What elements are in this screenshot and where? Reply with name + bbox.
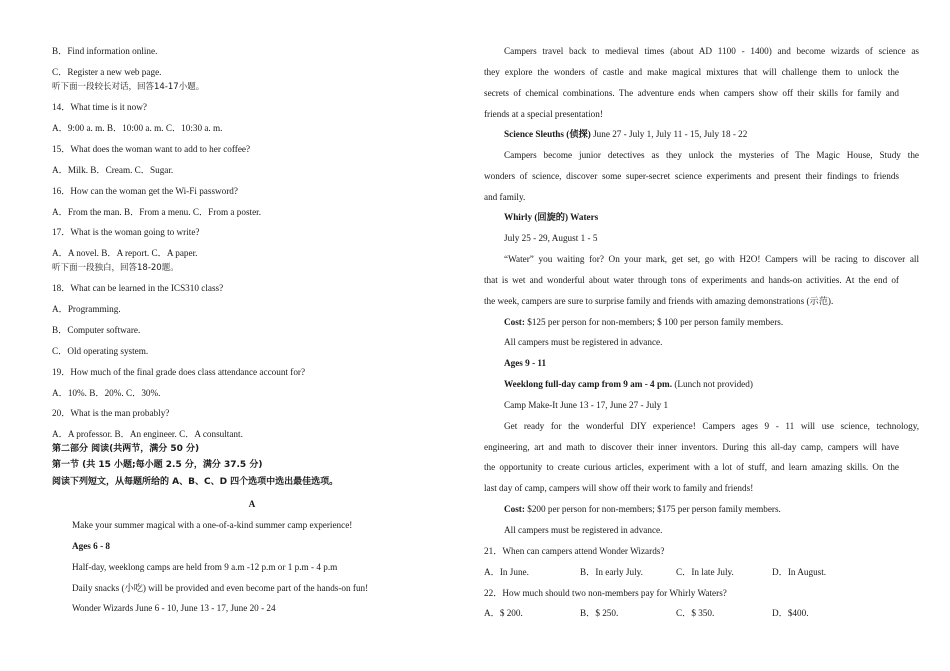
left-text-line [72, 602, 276, 614]
left-text-line [52, 428, 243, 440]
left-line-text: 听下面一段独白，回答18-20题。 [52, 263, 179, 273]
left-line-text: C．Old operating system. [52, 346, 149, 356]
left-line-text: 17．What is the woman going to write? [52, 227, 200, 237]
right-text-line [484, 274, 899, 286]
left-line-text: A．9:00 a. m. B．10:00 a. m. C．10:30 a. m. [52, 123, 223, 133]
q21-option-b: B．In early July. [580, 567, 643, 577]
left-text-line [52, 459, 262, 471]
right-text-line [504, 524, 662, 536]
left-line-text: A．A professor. B．An engineer. C．A consultant. [52, 429, 243, 439]
right-line-text: Campers become junior detectives as they unlock the mysteries of The Magic House, Study the [504, 150, 919, 160]
left-text-line [52, 366, 305, 378]
right-line-text: Campers travel back to medieval times (about AD 1100 - 1400) and become wizards of science as [504, 46, 919, 56]
left-text-line [52, 81, 204, 93]
left-text-line [52, 303, 121, 315]
right-line-text: All campers must be registered in advance. [504, 337, 663, 347]
left-line-text: A．A novel. B．A report. C．A paper. [52, 248, 198, 258]
left-line-text: B．Computer software. [52, 325, 141, 335]
left-line-text: 14．What time is it now? [52, 102, 147, 112]
right-line-suffix: (Lunch not provided) [672, 379, 753, 389]
left-line-text: Half-day, weeklong camps are held from 9 a.m -12 p.m or 1 p.m - 4 p.m [72, 562, 338, 572]
right-line-suffix: $125 per person for non-members; $ 100 per person family members. [524, 317, 784, 327]
left-line-text: B．Find information online. [52, 46, 158, 56]
left-line-text: 16．How can the woman get the Wi-Fi password? [52, 186, 238, 196]
q22-option-d: D．$400. [772, 608, 809, 618]
right-line-text: Cost: [504, 504, 525, 514]
right-line-text: July 25 - 29, August 1 - 5 [504, 233, 598, 243]
right-line-text: secrets of chemical combinations. The adventure ends when campers show off their skills for family and [484, 88, 899, 98]
right-line-suffix: $200 per person for non-members; $175 per person family members. [524, 504, 781, 514]
right-line-text: 21．When can campers attend Wonder Wizards? [484, 546, 665, 556]
left-text-line [52, 476, 338, 488]
left-text-line [72, 561, 337, 573]
right-line-text: and family. [484, 192, 526, 202]
right-text-line [504, 253, 919, 265]
left-line-text: 15．What does the woman want to add to her coffee? [52, 144, 251, 154]
left-line-text: 19．How much of the final grade does class attendance account for? [52, 367, 306, 377]
left-line-text: 阅读下列短文，从每题所给的 A、B、C、D 四个选项中选出最佳选项。 [52, 477, 339, 487]
right-line-text: the opportunity to create curious articles, experiment with a lot of stuff, and learn amazing skills. On the [484, 462, 899, 472]
left-text-line [72, 519, 352, 531]
left-line-text: A [248, 499, 256, 509]
right-text-line [504, 128, 747, 140]
left-text-line [52, 226, 199, 238]
left-line-text: A．10%. B．20%. C．30%. [52, 388, 161, 398]
right-text-line [504, 211, 598, 223]
right-text-line [484, 441, 899, 453]
right-text-line [504, 336, 662, 348]
left-text-line [52, 345, 148, 357]
right-text-line [504, 378, 753, 390]
left-line-text: 20．What is the man probably? [52, 408, 170, 418]
left-text-line [52, 206, 261, 218]
left-text-line [52, 387, 160, 399]
q22-options [484, 607, 809, 619]
left-text-line [52, 101, 147, 113]
q22-option-b: B．$ 250. [580, 608, 619, 618]
left-line-text: Make your summer magical with a one-of-a-kind summer camp experience! [72, 520, 353, 530]
left-text-line [52, 247, 197, 259]
right-line-text: engineering, art and math to discover their inner inventors. During this all-day camp, campers will have [484, 442, 899, 452]
left-text-line [52, 443, 199, 455]
right-text-line [484, 461, 899, 473]
right-line-text: “Water” you waiting for? On your mark, get set, go with H2O! Campers will be racing to discover all [504, 254, 919, 264]
left-text-line [52, 122, 222, 134]
q22-option-a: A．$ 200. [484, 608, 523, 618]
left-text-line [52, 66, 161, 78]
right-line-text: last day of camp, campers will show off their work to family and friends! [484, 483, 754, 493]
left-text-line [72, 582, 368, 594]
right-text-line [484, 66, 899, 78]
right-text-line [484, 108, 603, 120]
left-text-line [52, 282, 223, 294]
right-text-line [504, 399, 668, 411]
right-text-line [504, 316, 783, 328]
right-text-line [484, 191, 525, 203]
right-line-text: Science Sleuths (侦探) [504, 129, 591, 139]
left-text-line [52, 324, 140, 336]
left-line-text: 第一节 (共 15 小题;每小题 2.5 分，满分 37.5 分) [52, 460, 263, 470]
left-text-line [52, 407, 169, 419]
left-text-line [72, 540, 110, 552]
left-line-text: 听下面一段较长对话，回答14-17小题。 [52, 82, 205, 92]
right-line-text: All campers must be registered in advance. [504, 525, 663, 535]
right-line-text: Camp Make-It June 13 - 17, June 27 - July 1 [504, 400, 669, 410]
right-line-text: Weeklong full-day camp from 9 am - 4 pm. [504, 379, 673, 389]
left-line-text: C．Register a new web page. [52, 67, 162, 77]
left-text-line [52, 45, 157, 57]
left-text-line [52, 262, 179, 274]
q22-option-c: C．$ 350. [676, 608, 715, 618]
right-line-text: wonders of science, discover some super-secret science experiments and present their findings to friends [484, 171, 899, 181]
right-text-line [484, 545, 664, 557]
right-line-text: Whirly (回旋的) Waters [504, 212, 599, 222]
left-line-text: A．Programming. [52, 304, 121, 314]
left-line-text: Ages 6 - 8 [72, 541, 111, 551]
right-text-line [504, 503, 781, 515]
right-text-line [484, 170, 899, 182]
q21-option-a: A．In June. [484, 567, 529, 577]
left-line-text: 第二部分 阅读(共两节，满分 50 分) [52, 444, 200, 454]
right-line-suffix: June 27 - July 1, July 11 - 15, July 18 - 22 [590, 129, 748, 139]
right-line-text: friends at a special presentation! [484, 109, 603, 119]
left-text-line [52, 498, 452, 510]
left-text-line [52, 143, 250, 155]
q22-stem: 22．How much should two non-members pay for Whirly Waters? [484, 588, 727, 598]
right-text-line [504, 357, 546, 369]
right-text-line [504, 420, 919, 432]
q21-option-c: C．In late July. [676, 567, 734, 577]
right-text-line [504, 232, 597, 244]
left-line-text: Daily snacks (小吃) will be provided and even become part of the hands-on fun! [72, 583, 369, 593]
left-line-text: 18．What can be learned in the ICS310 class? [52, 283, 224, 293]
left-text-line [52, 185, 238, 197]
right-line-text: Ages 9 - 11 [504, 358, 547, 368]
right-text-line [484, 295, 833, 307]
right-line-text: Cost: [504, 317, 525, 327]
right-line-text: Get ready for the wonderful DIY experience! Campers ages 9 - 11 will use science, technology, [504, 421, 919, 431]
left-line-text: Wonder Wizards June 6 - 10, June 13 - 17, June 20 - 24 [72, 603, 276, 613]
right-line-text: they explore the wonders of castle and make magical mixtures that will challenge them to unlock the [484, 67, 899, 77]
right-text-line [484, 482, 753, 494]
left-line-text: A．From the man. B．From a menu. C．From a poster. [52, 207, 262, 217]
left-line-text: A．Milk. B．Cream. C．Sugar. [52, 165, 174, 175]
right-line-text: the week, campers are sure to surprise family and friends with amazing demonstrations (示范). [484, 296, 834, 306]
q21-options [484, 566, 826, 578]
q21-option-d: D．In August. [772, 567, 827, 577]
right-line-text: that is wet and wonderful about water through tons of experiments and hands-on activities. At the end of [484, 275, 899, 285]
right-text-line [504, 45, 919, 57]
right-text-line [484, 87, 899, 99]
right-text-line [504, 149, 919, 161]
left-text-line [52, 164, 173, 176]
